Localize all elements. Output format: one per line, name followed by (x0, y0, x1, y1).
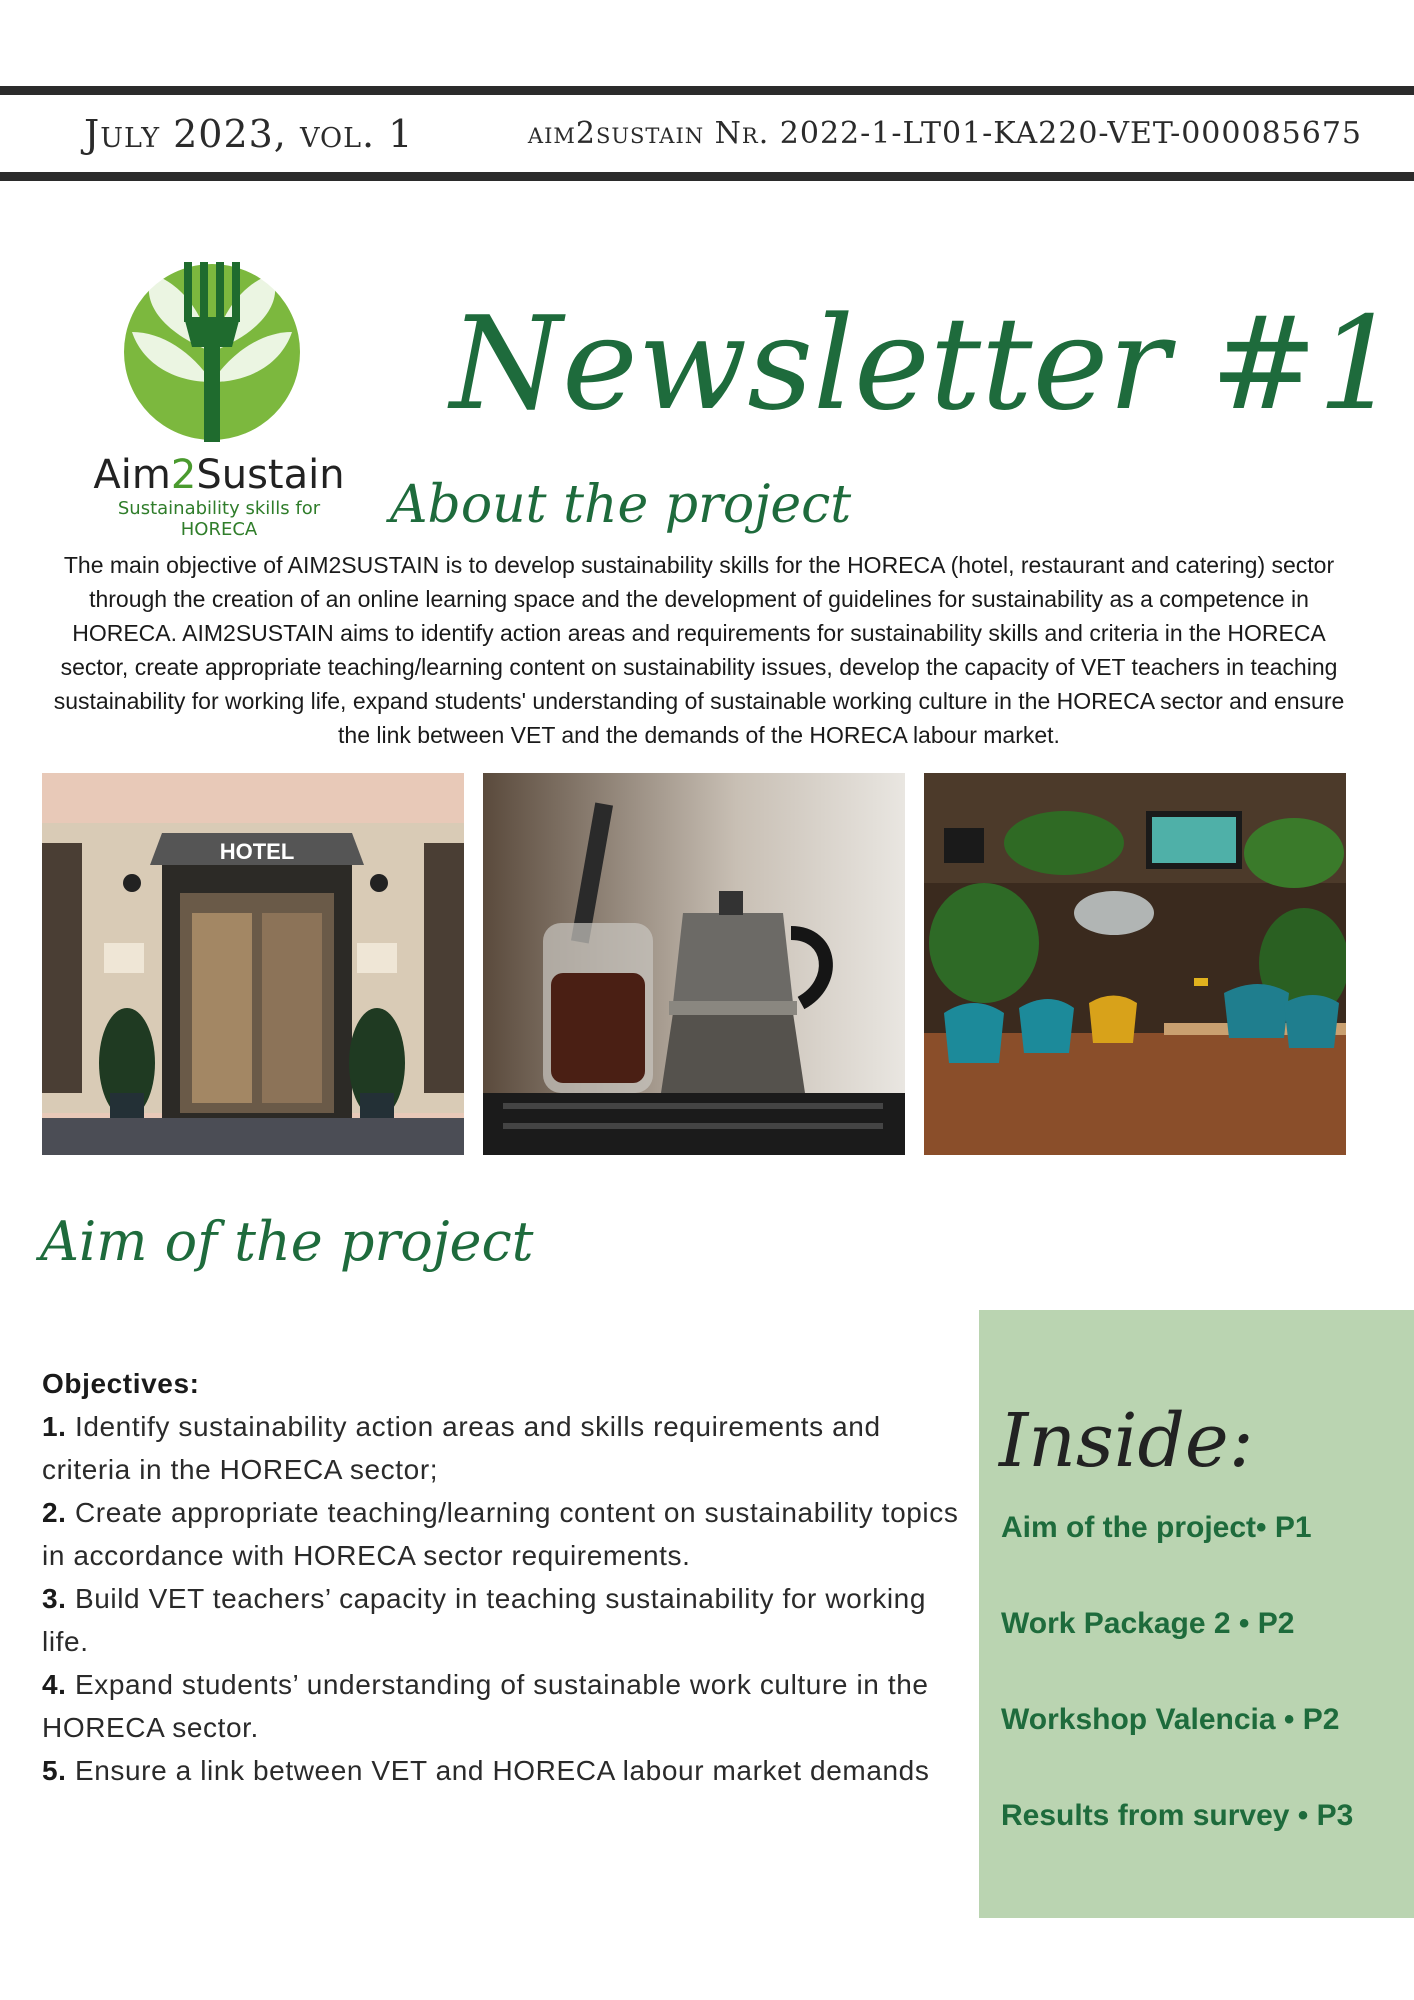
objective-item: 5. Ensure a link between VET and HORECA labour market demands (42, 1755, 930, 1786)
inside-item-aim[interactable]: Aim of the project• P1 (1001, 1511, 1312, 1544)
coffee-pot-photo (483, 773, 905, 1155)
about-heading: About the project (390, 475, 852, 535)
objective-item: 3. Build VET teachers’ capacity in teaching sustainability for working life. (42, 1583, 927, 1657)
objectives-list (42, 1362, 962, 1792)
fork-leaf-icon (122, 262, 302, 442)
project-number: aim2sustain Nr. 2022-1-LT01-KA220-VET-000085675 (527, 116, 1362, 151)
aim-heading: Aim of the project (40, 1210, 534, 1273)
logo-wordmark: Aim2Sustain (93, 452, 345, 498)
hotel-sign: HOTEL (219, 839, 295, 864)
issue-date: July 2023, vol. 1 (84, 112, 414, 156)
inside-item-work-package[interactable]: Work Package 2 • P2 (1001, 1607, 1295, 1640)
logo-tagline: Sustainability skills for HORECA (117, 498, 321, 540)
newsletter-title: Newsletter #1 (450, 290, 1399, 439)
inside-title: Inside: (999, 1398, 1254, 1484)
hotel-photo (42, 773, 464, 1155)
aim2sustain-logo (84, 262, 354, 540)
objective-item: 2. Create appropriate teaching/learning content on sustainability topics in accordance with HORECA sector requirements. (42, 1497, 959, 1571)
about-paragraph: The main objective of AIM2SUSTAIN is to develop sustainability skills for the HORECA (hotel, restaurant and catering) sector through the creation of an online learning space and the development of guidelines for sustainability as a competence in HORECA. AIM2SUSTAIN aims to identify action areas and requirements for sustainability skills and criteria in the HORECA sector, create appropriate teaching/learning content on sustainability issues, develop the capacity of VET teachers in teaching sustainability for working life, expand students' understanding of sustainable working culture in the HORECA sector and ensure the link between VET and the demands of the HORECA labour market. (53, 552, 1345, 748)
objective-item: 1. Identify sustainability action areas and skills requirements and criteria in the HORECA sector; (42, 1411, 881, 1485)
objective-item: 4. Expand students’ understanding of sustainable work culture in the HORECA sector. (42, 1669, 929, 1743)
header-bottom-rule (0, 172, 1414, 181)
objectives-label: Objectives: (42, 1368, 200, 1399)
inside-item-survey[interactable]: Results from survey • P3 (1001, 1799, 1354, 1832)
header-top-rule (0, 86, 1414, 95)
inside-item-workshop[interactable]: Workshop Valencia • P2 (1001, 1703, 1340, 1736)
inside-panel (979, 1310, 1414, 1918)
restaurant-photo (924, 773, 1346, 1155)
